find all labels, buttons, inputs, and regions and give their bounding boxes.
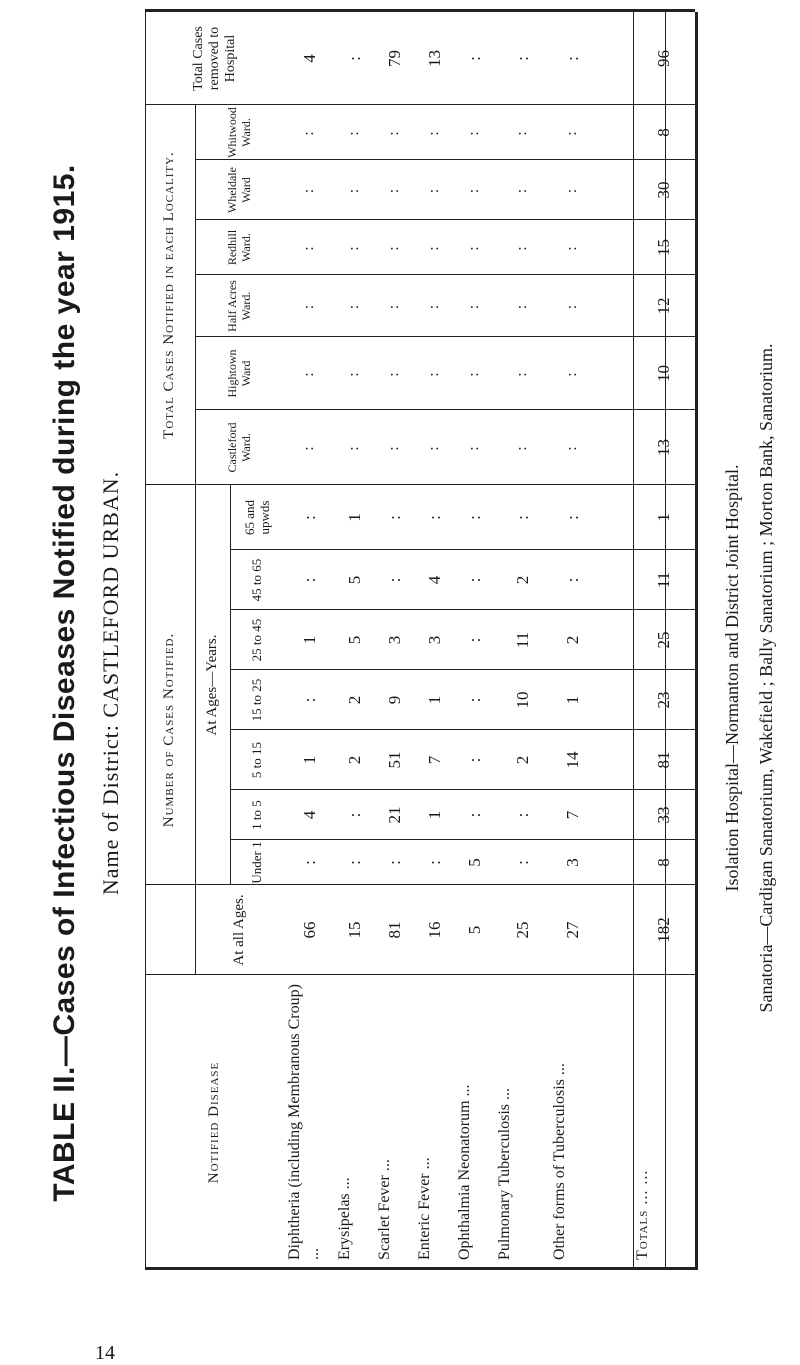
locality-value: : <box>426 444 443 451</box>
table-title: TABLE II.—Cases of Infectious Diseases Notified during the year 1915. <box>48 164 81 1202</box>
removed-value: 79 <box>385 50 405 67</box>
locality-header-5: Whitwood Ward. <box>225 107 253 158</box>
total-locality: 15 <box>654 239 674 256</box>
locality-value: : <box>386 302 403 310</box>
locality-header-0: Castleford Ward. <box>225 422 253 473</box>
locality-value: : <box>466 186 483 194</box>
age-header-6: 65 and upwds <box>241 499 272 536</box>
disease-name: Pulmonary Tuberculosis ... <box>496 1087 513 1260</box>
locality-header-1: Hightown Ward <box>225 349 253 398</box>
age-value: 14 <box>562 751 582 769</box>
district-name: Name of District: CASTLEFORD URBAN. <box>98 470 123 896</box>
age-value: 21 <box>385 806 405 824</box>
removed-value: 4 <box>300 54 320 63</box>
locality-value: : <box>386 444 403 451</box>
locality-value: : <box>386 244 403 251</box>
age-value: : <box>465 515 485 520</box>
all-ages-value: 25 <box>512 921 532 939</box>
notifications-table <box>145 12 695 1270</box>
age-value: : <box>345 860 365 865</box>
total-removed: 96 <box>654 50 674 67</box>
disease-name: Erysipelas ... <box>336 1177 353 1260</box>
age-value: : <box>385 515 405 520</box>
age-value: 1 <box>562 695 582 705</box>
age-value: : <box>345 812 365 818</box>
total-locality: 30 <box>654 181 674 199</box>
notified-disease-header: Notified Disease <box>206 1061 223 1184</box>
all-ages-value: 27 <box>562 921 582 939</box>
age-value: 2 <box>345 755 365 765</box>
age-value: 2 <box>345 695 365 705</box>
locality-value: : <box>563 244 580 251</box>
age-value: : <box>465 637 485 643</box>
age-value: : <box>300 697 320 703</box>
age-value: 5 <box>345 575 365 585</box>
locality-value: : <box>513 129 530 136</box>
age-header-2: 5 to 15 <box>249 741 265 779</box>
age-value: : <box>300 515 320 520</box>
all-ages-value: 81 <box>385 921 405 939</box>
all-ages-value: 16 <box>425 921 445 939</box>
locality-value: : <box>301 244 318 251</box>
age-header-3: 15 to 25 <box>249 678 265 722</box>
locality-value: : <box>346 186 363 194</box>
age-value: : <box>385 577 405 583</box>
locality-value: : <box>386 370 403 377</box>
total-age: 81 <box>654 751 674 769</box>
locality-value: : <box>426 129 443 136</box>
age-value: 3 <box>385 635 405 645</box>
age-header-0: Under 1 <box>249 841 265 884</box>
age-value: 2 <box>512 755 532 765</box>
locality-value: : <box>563 370 580 377</box>
age-value: : <box>425 860 445 865</box>
age-value: 1 <box>300 755 320 765</box>
locality-header: Total Cases Notified in each Locality. <box>161 151 178 439</box>
age-value: 10 <box>512 691 532 709</box>
total-age: 23 <box>654 691 674 709</box>
disease-name: Diphtheria (including Membranous Croup) ... <box>286 984 323 1260</box>
locality-value: : <box>563 186 580 194</box>
age-value: 4 <box>300 810 320 820</box>
age-value: : <box>465 812 485 818</box>
age-value: 5 <box>465 858 485 867</box>
locality-value: : <box>426 370 443 377</box>
locality-value: : <box>466 302 483 310</box>
total-age: 8 <box>654 858 674 867</box>
locality-value: : <box>301 370 318 377</box>
locality-value: : <box>346 302 363 310</box>
locality-value: : <box>563 302 580 310</box>
locality-value: : <box>426 186 443 194</box>
age-value: 2 <box>562 635 582 645</box>
locality-header-4: Wheldale Ward <box>225 167 253 213</box>
locality-value: : <box>301 186 318 194</box>
locality-value: : <box>513 370 530 377</box>
disease-name: Other forms of Tuberculosis ... <box>551 1063 568 1260</box>
removed-value: : <box>512 56 532 61</box>
age-value: : <box>512 812 532 818</box>
age-value: : <box>465 697 485 703</box>
page-number: 14 <box>95 1342 115 1364</box>
locality-value: : <box>513 302 530 310</box>
age-value: 2 <box>512 575 532 585</box>
age-value: 51 <box>385 751 405 769</box>
locality-value: : <box>563 444 580 451</box>
age-value: 3 <box>425 635 445 645</box>
age-value: : <box>465 577 485 583</box>
locality-value: : <box>346 370 363 377</box>
total-locality: 10 <box>654 365 674 382</box>
age-value: 3 <box>562 858 582 867</box>
locality-value: : <box>426 302 443 310</box>
locality-value: : <box>386 186 403 194</box>
age-value: 1 <box>345 513 365 522</box>
footnote-isolation: Isolation Hospital—Normanton and District Joint Hospital. <box>722 464 742 892</box>
locality-value: : <box>513 244 530 251</box>
disease-name: Scarlet Fever ... <box>376 1159 393 1260</box>
removed-value: : <box>562 56 582 61</box>
locality-value: : <box>426 244 443 251</box>
age-header-5: 45 to 65 <box>249 558 265 602</box>
total-all-ages: 182 <box>654 917 674 943</box>
age-value: 11 <box>512 631 532 649</box>
locality-value: : <box>346 129 363 136</box>
total-age: 11 <box>654 571 674 589</box>
age-header-1: 1 to 5 <box>249 800 265 830</box>
disease-name: Enteric Fever ... <box>416 1157 433 1260</box>
total-age: 33 <box>654 806 674 824</box>
locality-value: : <box>513 186 530 194</box>
age-value: : <box>512 515 532 520</box>
locality-value: : <box>301 129 318 136</box>
age-value: 5 <box>345 635 365 645</box>
locality-value: : <box>466 444 483 451</box>
removed-value: : <box>465 56 485 61</box>
age-value: : <box>512 860 532 865</box>
locality-value: : <box>466 244 483 251</box>
total-locality: 8 <box>654 128 674 137</box>
age-value: : <box>425 515 445 520</box>
total-age: 25 <box>654 631 674 649</box>
locality-value: : <box>466 129 483 136</box>
disease-name: Ophthalmia Neonatorum ... <box>456 1084 473 1260</box>
total-age: 1 <box>654 513 674 522</box>
locality-value: : <box>346 244 363 251</box>
locality-value: : <box>301 302 318 310</box>
removed-header: Total Cases removed to Hospital <box>190 26 239 91</box>
age-value: : <box>300 577 320 583</box>
locality-value: : <box>346 444 363 451</box>
age-value: : <box>465 757 485 763</box>
totals-label: Totals ... ... <box>634 1169 651 1260</box>
age-value: 9 <box>385 695 405 705</box>
age-value: 7 <box>562 810 582 820</box>
number-notified-header: Number of Cases Notified. <box>161 632 178 828</box>
removed-value: : <box>345 56 365 61</box>
footnote-sanatoria: Sanatoria—Cardigan Sanatorium, Wakefield ; Bally Sanatorium ; Morton Bank, Sanatorium. <box>756 343 776 1013</box>
age-value: : <box>562 515 582 520</box>
age-value: : <box>300 860 320 865</box>
age-value: : <box>562 577 582 583</box>
total-locality: 13 <box>654 439 674 456</box>
locality-value: : <box>513 444 530 451</box>
all-ages-value: 15 <box>345 921 365 939</box>
age-value: 1 <box>300 635 320 645</box>
all-ages-header: At all Ages. <box>231 894 248 966</box>
age-value: 4 <box>425 575 445 585</box>
locality-value: : <box>301 444 318 451</box>
age-value: 1 <box>425 810 445 820</box>
all-ages-value: 5 <box>465 925 485 935</box>
all-ages-value: 66 <box>300 921 320 939</box>
locality-value: : <box>466 370 483 377</box>
total-locality: 12 <box>654 297 674 315</box>
age-header-4: 25 to 45 <box>249 618 265 662</box>
locality-header-3: Redhill Ward. <box>225 229 253 266</box>
age-value: 7 <box>425 755 445 765</box>
locality-value: : <box>386 129 403 136</box>
age-value: 1 <box>425 695 445 705</box>
at-ages-header: At Ages—Years. <box>203 634 220 736</box>
removed-value: 13 <box>425 50 445 67</box>
locality-header-2: Half Acres Ward. <box>225 280 253 332</box>
locality-value: : <box>563 129 580 136</box>
age-value: : <box>385 860 405 865</box>
